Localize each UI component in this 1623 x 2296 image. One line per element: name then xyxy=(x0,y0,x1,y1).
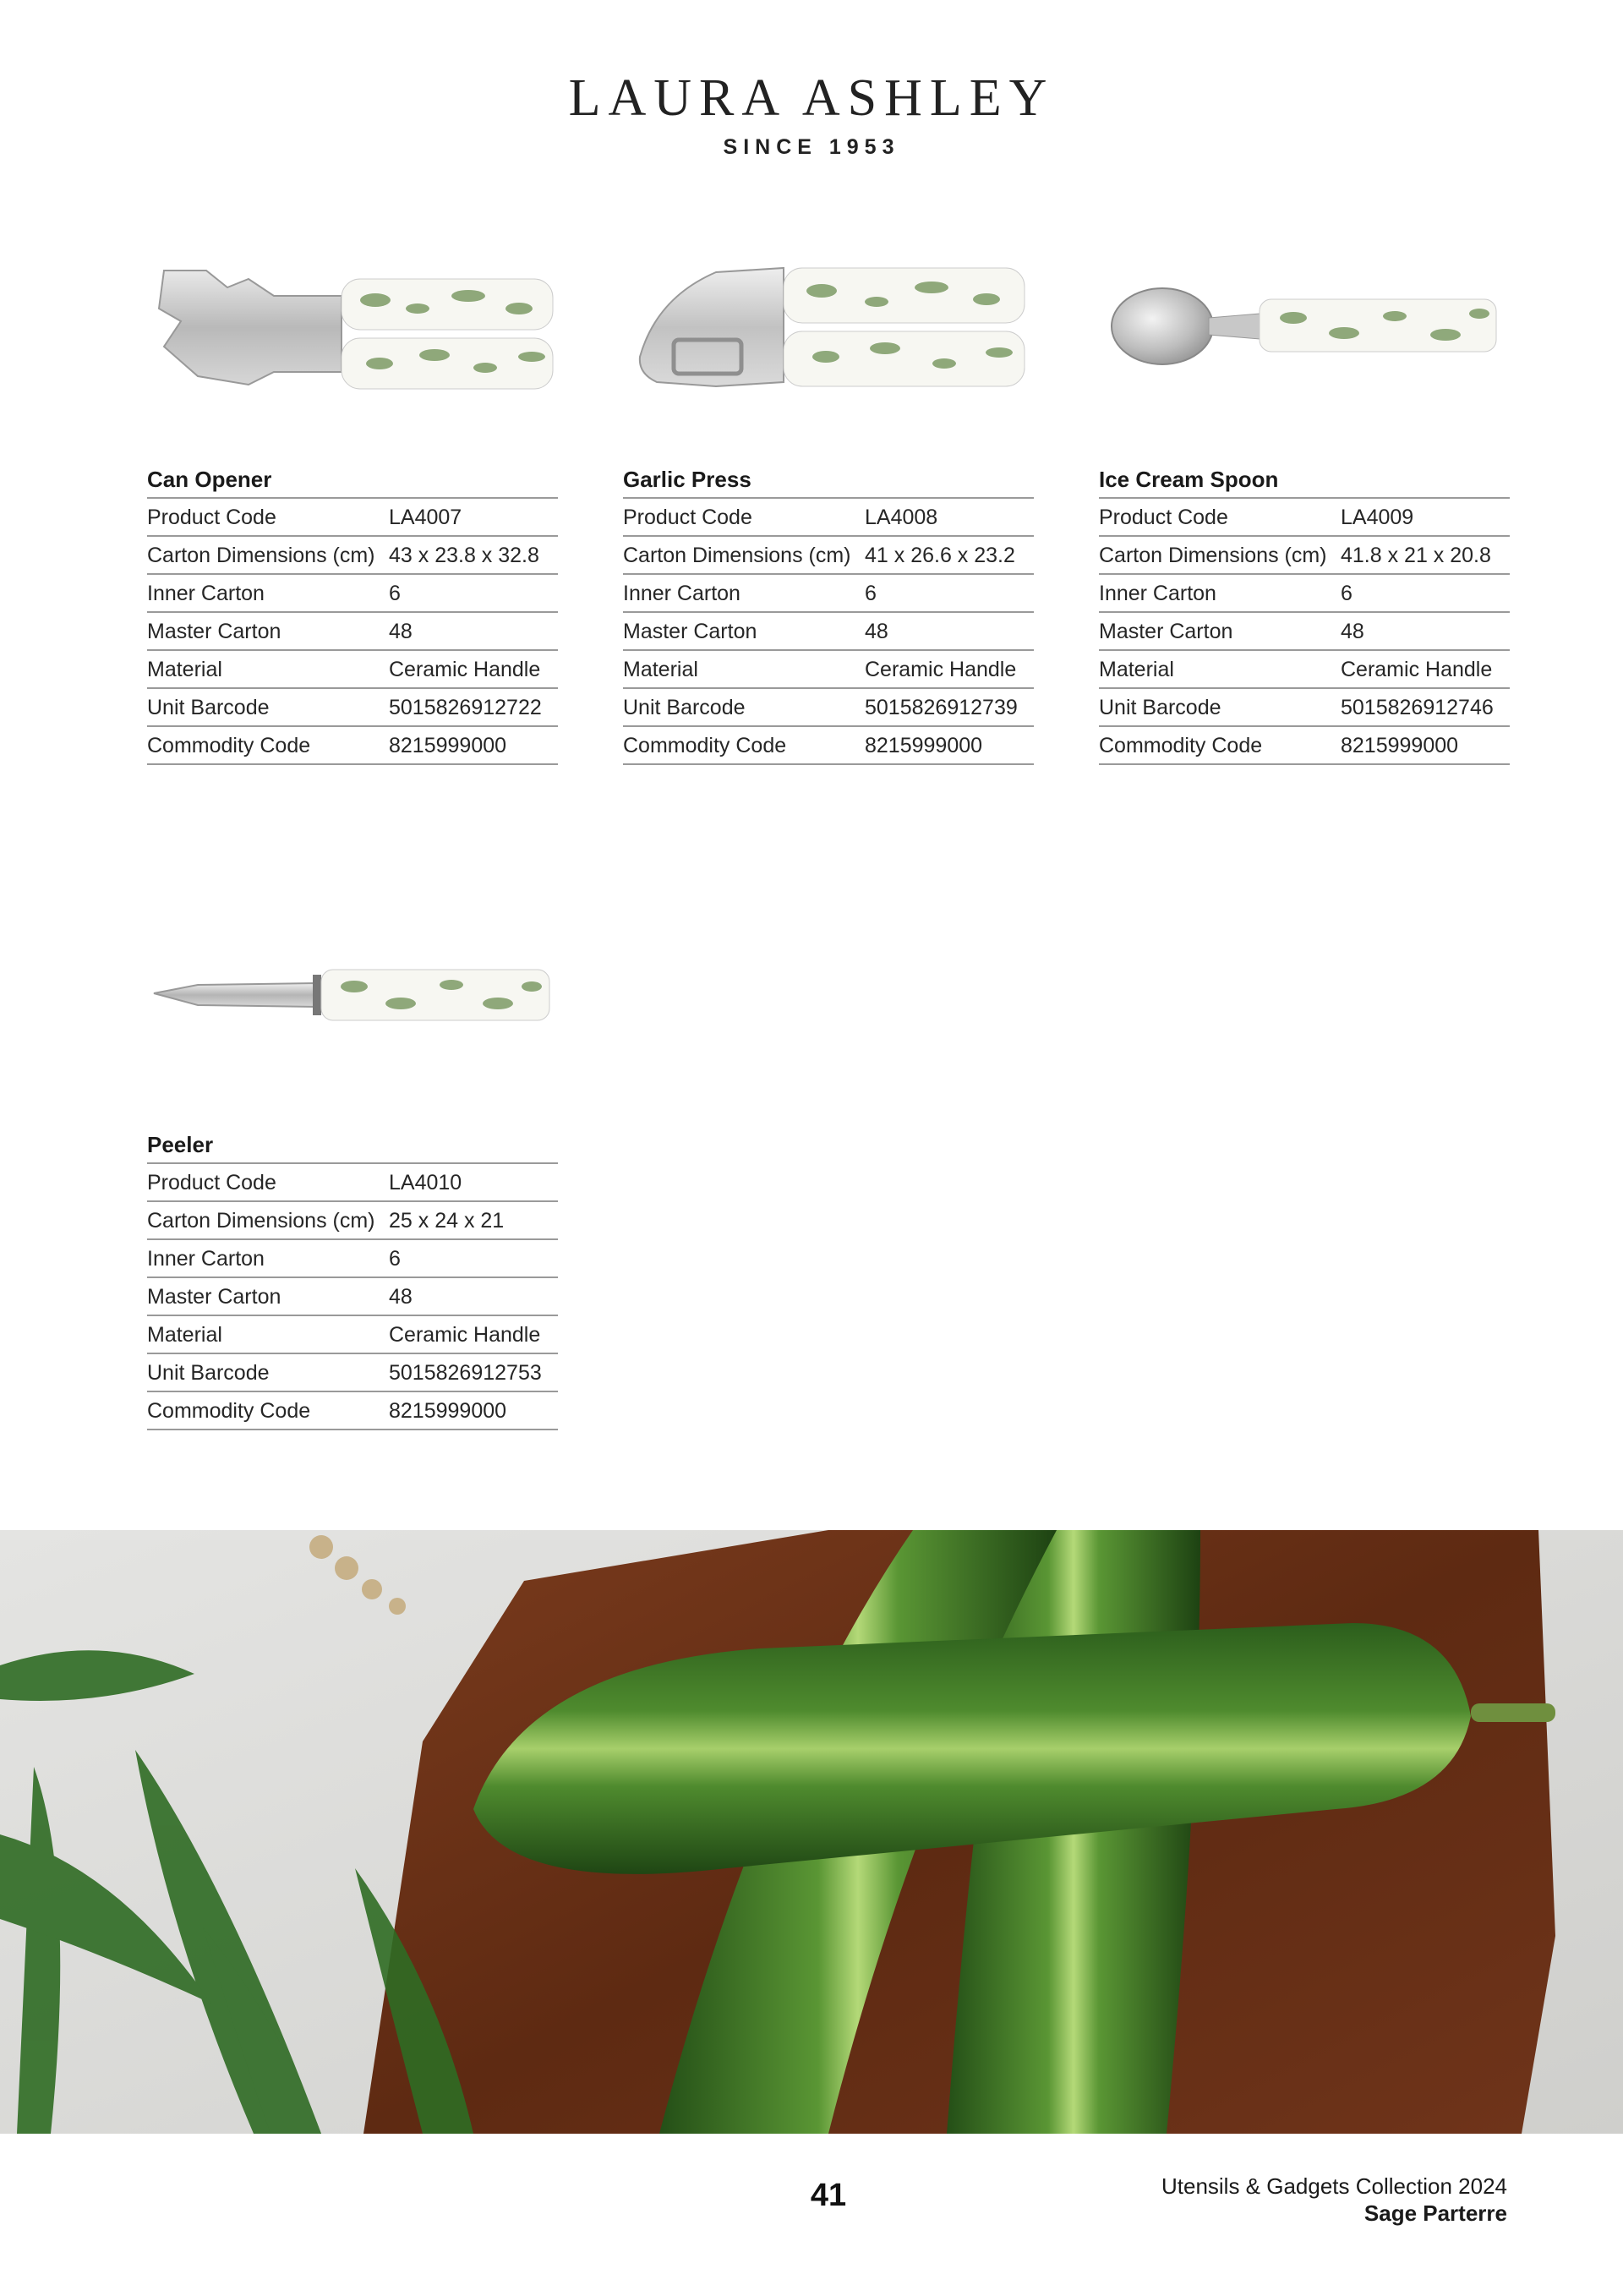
spec-value: 48 xyxy=(865,620,888,643)
spec-value: 48 xyxy=(1341,620,1364,643)
spec-value: LA4008 xyxy=(865,506,938,529)
spec-value: LA4010 xyxy=(389,1171,462,1194)
spec-label: Master Carton xyxy=(147,620,281,643)
spec-label: Material xyxy=(623,658,698,681)
spec-value: 43 x 23.8 x 32.8 xyxy=(389,544,539,567)
spec-value: 41 x 26.6 x 23.2 xyxy=(865,544,1015,567)
spec-label: Product Code xyxy=(623,506,752,529)
peeler-image xyxy=(147,926,558,1061)
spec-label: Inner Carton xyxy=(147,582,265,605)
spec-label: Carton Dimensions (cm) xyxy=(1099,544,1327,567)
spec-label: Unit Barcode xyxy=(623,696,746,719)
spec-label: Commodity Code xyxy=(147,734,311,757)
ice-cream-spoon-image xyxy=(1099,233,1510,428)
spec-value: 6 xyxy=(389,582,401,605)
spec-label: Commodity Code xyxy=(1099,734,1263,757)
spec-row-inner-carton xyxy=(1099,575,1510,613)
range-name: Sage Parterre xyxy=(1363,2200,1507,2226)
spec-value: 6 xyxy=(389,1247,401,1271)
spec-row-unit-barcode xyxy=(147,1354,558,1392)
spec-value: 8215999000 xyxy=(865,734,983,757)
spec-row-product-code xyxy=(623,499,1034,537)
spec-row-commodity-code xyxy=(623,727,1034,765)
footer-meta xyxy=(1161,2173,1507,2227)
spec-row-material xyxy=(623,651,1034,689)
spec-label: Inner Carton xyxy=(147,1247,265,1271)
spec-row-material xyxy=(147,651,558,689)
spec-value: LA4009 xyxy=(1341,506,1414,529)
spec-value: 25 x 24 x 21 xyxy=(389,1209,505,1233)
spec-row-carton-dimensions xyxy=(1099,537,1510,575)
ice-cream-spoon-spec-table xyxy=(1099,461,1510,765)
spec-value: 8215999000 xyxy=(389,1399,507,1423)
spec-value: 8215999000 xyxy=(1341,734,1459,757)
spec-row-inner-carton xyxy=(147,575,558,613)
spec-row-master-carton xyxy=(147,1278,558,1316)
spec-value: Ceramic Handle xyxy=(389,1323,541,1347)
spec-row-master-carton xyxy=(1099,613,1510,651)
spec-value: Ceramic Handle xyxy=(865,658,1017,681)
spec-value: 6 xyxy=(1341,582,1352,605)
spec-label: Carton Dimensions (cm) xyxy=(147,1209,375,1233)
spec-value: LA4007 xyxy=(389,506,462,529)
spec-label: Material xyxy=(1099,658,1174,681)
spec-value: 6 xyxy=(865,582,877,605)
spec-label: Carton Dimensions (cm) xyxy=(147,544,375,567)
spec-value: 5015826912753 xyxy=(389,1361,542,1385)
garlic-press-spec-table xyxy=(623,461,1034,765)
product-title: Ice Cream Spoon xyxy=(1099,461,1510,499)
brand-name: LAURA ASHLEY xyxy=(568,69,1055,127)
cucumber-photo xyxy=(0,1530,1623,2134)
spec-value: 5015826912739 xyxy=(865,696,1018,719)
spec-row-carton-dimensions xyxy=(623,537,1034,575)
spec-label: Product Code xyxy=(147,506,276,529)
spec-row-unit-barcode xyxy=(1099,689,1510,727)
spec-label: Commodity Code xyxy=(147,1399,311,1423)
spec-row-carton-dimensions xyxy=(147,1202,558,1240)
garlic-press-image xyxy=(623,221,1034,416)
spec-row-inner-carton xyxy=(147,1240,558,1278)
spec-row-material xyxy=(1099,651,1510,689)
spec-row-master-carton xyxy=(623,613,1034,651)
spec-label: Unit Barcode xyxy=(147,1361,270,1385)
brand-tagline: SINCE 1953 xyxy=(723,135,900,159)
spec-row-product-code xyxy=(147,1164,558,1202)
spec-value: 8215999000 xyxy=(389,734,507,757)
spec-row-carton-dimensions xyxy=(147,537,558,575)
spec-label: Product Code xyxy=(1099,506,1228,529)
collection-title: Utensils & Gadgets Collection 2024 xyxy=(1161,2173,1507,2199)
spec-label: Master Carton xyxy=(1099,620,1233,643)
spec-value: 5015826912722 xyxy=(389,696,542,719)
spec-row-product-code xyxy=(147,499,558,537)
spec-label: Master Carton xyxy=(623,620,757,643)
spec-row-unit-barcode xyxy=(147,689,558,727)
spec-label: Unit Barcode xyxy=(147,696,270,719)
product-title: Can Opener xyxy=(147,461,558,499)
product-title: Garlic Press xyxy=(623,461,1034,499)
spec-value: 5015826912746 xyxy=(1341,696,1494,719)
spec-label: Material xyxy=(147,1323,222,1347)
spec-row-commodity-code xyxy=(1099,727,1510,765)
spec-row-commodity-code xyxy=(147,727,558,765)
spec-value: Ceramic Handle xyxy=(389,658,541,681)
spec-value: 41.8 x 21 x 20.8 xyxy=(1341,544,1491,567)
peeler-spec-table xyxy=(147,1126,558,1430)
spec-label: Product Code xyxy=(147,1171,276,1194)
spec-label: Carton Dimensions (cm) xyxy=(623,544,851,567)
spec-row-master-carton xyxy=(147,613,558,651)
spec-row-material xyxy=(147,1316,558,1354)
product-title: Peeler xyxy=(147,1126,558,1164)
can-opener-image xyxy=(147,228,558,423)
spec-value: 48 xyxy=(389,620,413,643)
spec-value: 48 xyxy=(389,1285,413,1309)
spec-row-commodity-code xyxy=(147,1392,558,1430)
spec-label: Inner Carton xyxy=(1099,582,1216,605)
spec-label: Material xyxy=(147,658,222,681)
can-opener-spec-table xyxy=(147,461,558,765)
spec-label: Inner Carton xyxy=(623,582,740,605)
page-number: 41 xyxy=(810,2178,847,2213)
spec-row-unit-barcode xyxy=(623,689,1034,727)
spec-value: Ceramic Handle xyxy=(1341,658,1493,681)
spec-row-inner-carton xyxy=(623,575,1034,613)
spec-label: Master Carton xyxy=(147,1285,281,1309)
spec-label: Commodity Code xyxy=(623,734,787,757)
spec-label: Unit Barcode xyxy=(1099,696,1221,719)
brand-header xyxy=(0,68,1623,160)
spec-row-product-code xyxy=(1099,499,1510,537)
